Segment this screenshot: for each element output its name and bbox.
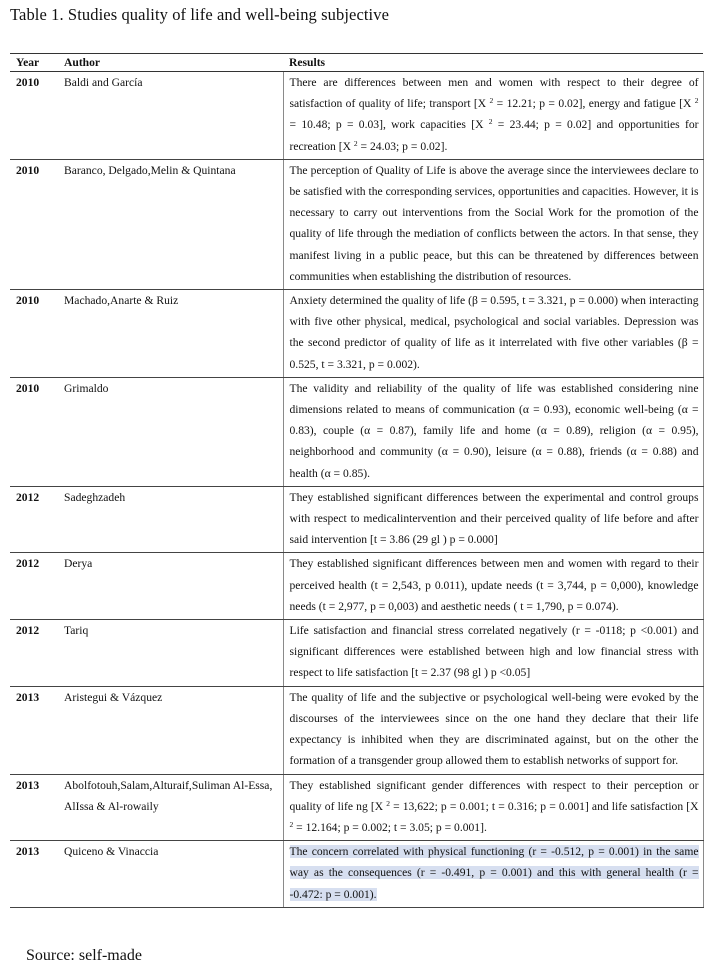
table-row	[10, 774, 703, 841]
year-cell: 2013	[10, 686, 58, 774]
year-cell: 2010	[10, 72, 58, 160]
author-cell: Sadeghzadeh	[58, 486, 283, 553]
author-cell: Derya	[58, 553, 283, 620]
year-header: Year	[10, 54, 58, 72]
table-row	[10, 841, 703, 908]
table-row	[10, 686, 703, 774]
table-row	[10, 377, 703, 486]
year-cell: 2010	[10, 377, 58, 486]
results-cell: The validity and reliability of the quality of life was established considering nine dimensions related to means of communication (α = 0.93), economic well-being (α = 0.83), couple (α = 0.87), family life and home (α = 0.89), religion (α = 0.95), neighborhood and community (α = 0.90), leisure (α = 0.88), friends (α = 0.88) and health (α = 0.85).	[283, 377, 703, 486]
results-cell: They established significant differences between men and women with regard to their perceived health (t = 2,543, p 0.011), update needs (t = 3,744, p = 0,000), knowledge needs (t = 2,977, p = 0,003) and aesthetic needs ( t = 1,790, p = 0.074).	[283, 553, 703, 620]
table-caption: Table 1. Studies quality of life and well-being subjective	[10, 5, 390, 24]
source-note: Source: self-made	[26, 947, 142, 964]
year-cell: 2013	[10, 774, 58, 841]
studies-table	[10, 53, 704, 908]
author-cell: Grimaldo	[58, 377, 283, 486]
author-cell: Aristegui & Vázquez	[58, 686, 283, 774]
author-cell: Baranco, Delgado,Melin & Quintana	[58, 159, 283, 289]
results-cell: The quality of life and the subjective or psychological well-being were evoked by the discourses of the interviewees since on the one hand they declare that their life expectancy is inhibited when they are discriminated against, but on the other the formation of a transgender group allowed them to establish networks of support for.	[283, 686, 703, 774]
table-row	[10, 159, 703, 289]
author-header: Author	[58, 54, 283, 72]
results-cell: Life satisfaction and financial stress correlated negatively (r = -0118; p <0.001) and significant differences were established between high and low financial stress with respect to life satisfaction [t = 2.37 (98 gl ) p <0.05]	[283, 620, 703, 687]
results-cell: There are differences between men and women with respect to their degree of satisfaction of quality of life; transport [X $^2$ = 12.21; p = 0.02], energy and fatigue [X $^2$ = 10.48; p = 0.03], work capacities [X $^2$ = 23.44; p = 0.02] and opportunities for recreation [X $^2$ = 24.03; p = 0.02].	[283, 72, 703, 160]
author-cell: Machado,Anarte & Ruiz	[58, 290, 283, 378]
results-cell: The concern correlated with physical functioning (r = -0.512, p = 0.001) in the same way as the consequences (r = -0.491, p = 0.001) and this with general health (r = -0.472: p = 0.001).	[283, 841, 703, 908]
year-cell: 2010	[10, 159, 58, 289]
header-row	[10, 54, 703, 72]
year-cell: 2013	[10, 841, 58, 908]
author-cell: Baldi and García	[58, 72, 283, 160]
table-row	[10, 553, 703, 620]
author-cell: Quiceno & Vinaccia	[58, 841, 283, 908]
results-cell: They established significant gender differences with respect to their perception or quality of life ng [X $^2$ = 13,622; p = 0.001; t = 0.316; p = 0.001] and life satisfaction [X $^2$ = 12.164; p = 0.002; t = 3.05; p = 0.001].	[283, 774, 703, 841]
table-row	[10, 72, 703, 160]
year-cell: 2012	[10, 486, 58, 553]
results-cell: Anxiety determined the quality of life (β = 0.595, t = 3.321, p = 0.000) when interacting with five other physical, medical, psychological and social variables. Depression was the second predictor of quality of life as it interrelated with five other variables (β = 0.525, t = 3.321, p = 0.002).	[283, 290, 703, 378]
table-row	[10, 620, 703, 687]
author-cell: Tariq	[58, 620, 283, 687]
results-cell: They established significant differences between the experimental and control groups with respect to medicalintervention and their perceived quality of life before and after said intervention [t = 3.86 (29 gl ) p = 0.000]	[283, 486, 703, 553]
year-cell: 2012	[10, 553, 58, 620]
year-cell: 2010	[10, 290, 58, 378]
year-cell: 2012	[10, 620, 58, 687]
results-cell: The perception of Quality of Life is above the average since the interviewees declare to be satisfied with the corresponding services, opportunities and capacities. However, it is necessary to carry out interventions from the Social Work for the promotion of the quality of life through the mediation of conflicts between the actors. In that sense, they manifest living in a public peace, but this can be threatened by differences between communities when establishing the distribution of resources.	[283, 159, 703, 289]
table-row	[10, 486, 703, 553]
author-cell: Abolfotouh,Salam,Alturaif,Suliman Al-Essa, AlIssa & Al-rowaily	[58, 774, 283, 841]
results-header: Results	[283, 54, 703, 72]
table-row	[10, 290, 703, 378]
